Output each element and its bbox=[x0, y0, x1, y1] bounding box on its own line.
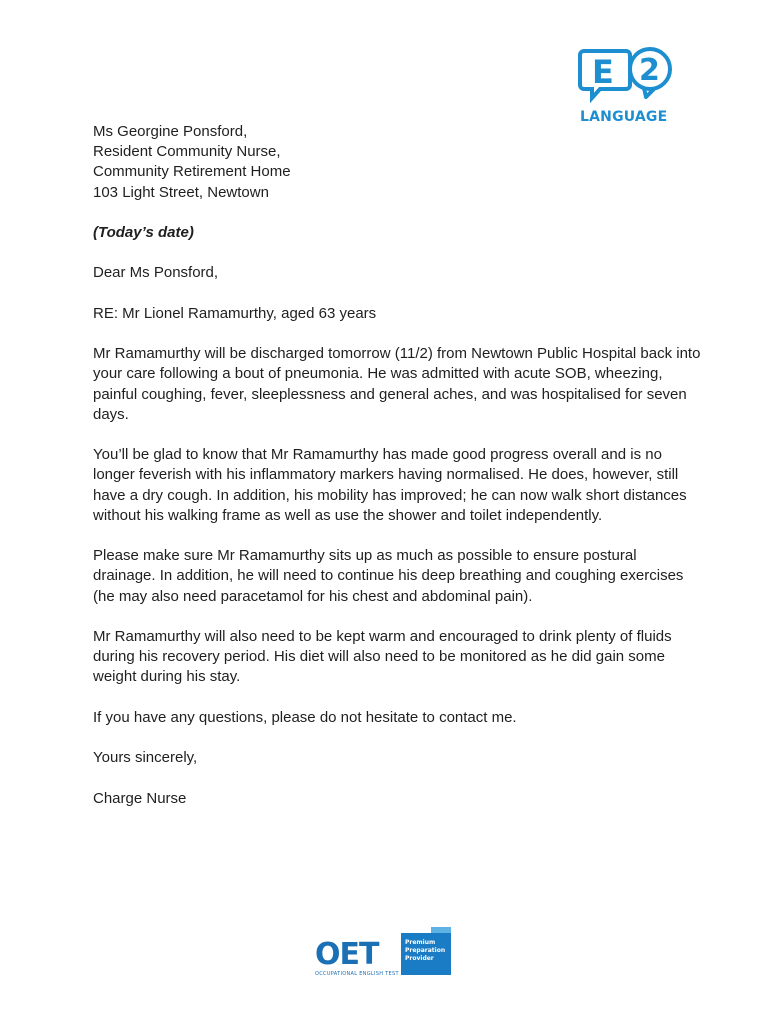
letter-date: (Today’s date) bbox=[93, 224, 194, 241]
svg-text:E: E bbox=[592, 53, 614, 91]
badge-line-preparation: Preparation bbox=[405, 947, 446, 954]
salutation: Dear Ms Ponsford, bbox=[93, 264, 219, 282]
recipient-name: Ms Georgine Ponsford, bbox=[93, 123, 248, 140]
paragraph-care-instructions: Please make sure Mr Ramamurthy sits up as much as possible to ensure postural drainage. In addition, he will need to continue his deep breathing and coughing exercises (he may also need paracetamol for his chest and abdominal pain). bbox=[93, 547, 684, 605]
recipient-organisation: Community Retirement Home bbox=[93, 163, 291, 181]
paragraph-contact: If you have any questions, please do not hesitate to contact me. bbox=[93, 708, 517, 726]
oet-logo bbox=[313, 927, 453, 983]
e2-language-logo bbox=[578, 45, 678, 127]
closing: Yours sincerely, bbox=[93, 749, 198, 767]
recipient-address bbox=[93, 122, 703, 203]
badge-line-provider: Provider bbox=[405, 955, 434, 962]
letter-body bbox=[93, 122, 703, 829]
signature: Charge Nurse bbox=[93, 789, 187, 807]
badge-line-premium: Premium bbox=[405, 939, 436, 946]
e2-speech-bubble-icon bbox=[578, 45, 678, 109]
oet-subtitle: OCCUPATIONAL ENGLISH TEST bbox=[315, 971, 399, 977]
paragraph-discharge: Mr Ramamurthy will be discharged tomorrow (11/2) from Newtown Public Hospital back into your care following a bout of pneumonia. He was admitted with acute SOB, wheezing, painful coughing, fever, sleeplessness and general aches, and was hospitalised for seven days. bbox=[93, 345, 701, 423]
paragraph-progress: You’ll be glad to know that Mr Ramamurthy has made good progress overall and is no longer feverish with his inflammatory markers having normalised. He does, however, still have a dry cough. In addition, his mobility has improved; he can now walk short distances without his walking frame as well as use the shower and toilet independently. bbox=[93, 446, 687, 524]
oet-letters: OET bbox=[315, 937, 379, 972]
paragraph-recovery: Mr Ramamurthy will also need to be kept warm and encouraged to drink plenty of fluids during his recovery period. His diet will also need to be monitored as he did gain some weight during his stay. bbox=[93, 627, 672, 686]
svg-text:2: 2 bbox=[639, 53, 660, 88]
recipient-street: 103 Light Street, Newtown bbox=[93, 183, 269, 201]
subject-line: RE: Mr Lionel Ramamurthy, aged 63 years bbox=[93, 304, 377, 322]
logo-wordmark: LANGUAGE bbox=[580, 109, 668, 125]
recipient-title: Resident Community Nurse, bbox=[93, 143, 281, 161]
